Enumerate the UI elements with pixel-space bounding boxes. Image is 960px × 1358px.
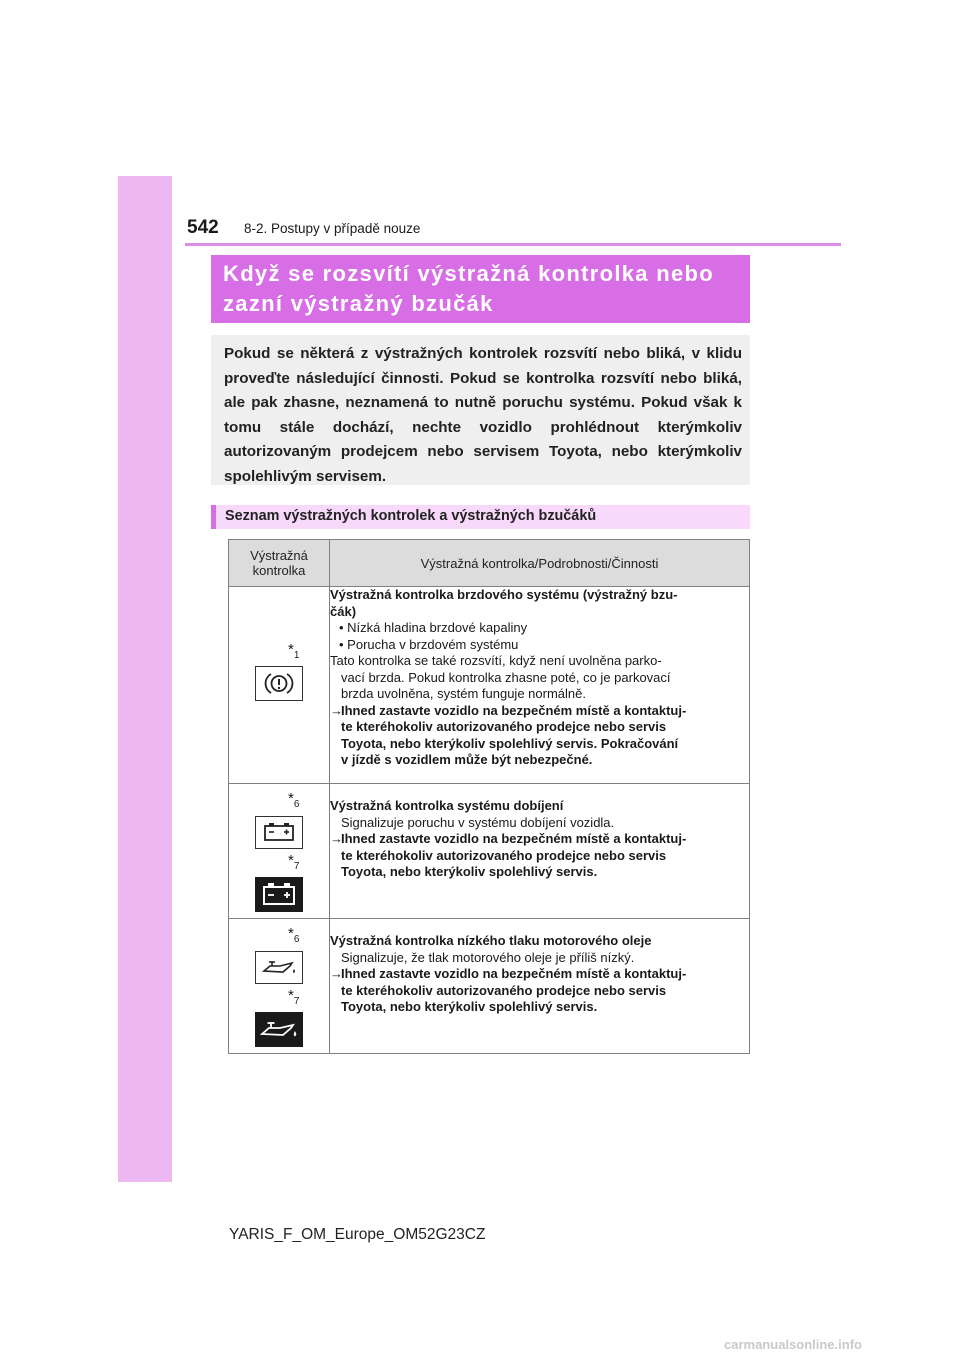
subheading-bar [211,505,216,529]
subheading-text: Seznam výstražných kontrolek a výstražných bzučáků [225,508,597,524]
footnote-marker: $*_6$ [288,790,300,810]
action-text: → Ihned zastavte vozidlo na bezpečném místě a kontaktuj- [330,831,687,846]
side-tab [118,176,172,1182]
note-text: Tato kontrolka se také rozsvítí, když není uvolněna parko- [330,653,662,668]
arrow-icon: → [330,831,343,846]
action-text: → Ihned zastavte vozidlo na bezpečném místě a kontaktuj- [330,702,687,718]
page-number: 542 [187,217,219,238]
title-line: zazní výstražný bzučák [223,291,494,316]
intro-box [211,335,750,485]
watermark: carmanualsonline.info [724,1337,862,1352]
intro-text: Pokud se některá z výstražných kontrolek rozsvítí nebo bliká, v klidu proveďte následující činnosti. Pokud se kontrolka rozsvítí nebo bliká, ale pak zhasne, neznamená to nutně poruchu systému. Pokud však k tomu stále dochází, nechte vozidlo prohlédnout kterýmkoliv autorizovaným prodejcem nebo servisem Toyota, nebo kterýmkoliv spolehlivým servisem. [224,345,742,485]
warning-title: Výstražná kontrolka brzdového systému (výstražný bzu- [330,587,678,602]
footer-code: YARIS_F_OM_Europe_OM52G23CZ [229,1226,486,1243]
footnote-marker: $*_6$ [288,925,300,945]
title-line: Když se rozsvítí výstražná kontrolka nebo [223,261,714,286]
bullet-item: • Porucha v brzdovém systému [339,636,519,652]
icon-cell [229,587,330,784]
oil-pressure-icon [255,1012,303,1047]
footnote-marker: $*_7$ [288,852,300,872]
description-text: Signalizuje, že tlak motorového oleje je příliš nízký. [341,949,635,965]
table-row [229,919,750,1054]
table-header-row [229,540,750,587]
column-header-icon: Výstražná kontrolka [229,540,330,587]
warning-title: Výstražná kontrolka systému dobíjení [330,798,564,813]
brake-warning-icon [255,666,303,701]
header-rule [185,243,841,246]
details-cell: Výstražná kontrolka systému dobíjení Signalizuje poruchu v systému dobíjení vozidla. → Ihned zastavte vozidlo na bezpečném místě a kontaktuj- te kteréhokoliv autorizovaného prodejce nebo servis Toyota, nebo kterýkoliv spolehlivý servis. [330,784,750,919]
section-label: 8-2. Postupy v případě nouze [244,221,421,236]
details-cell: Výstražná kontrolka nízkého tlaku motorového oleje Signalizuje, že tlak motorového oleje je příliš nízký. → Ihned zastavte vozidlo na bezpečném místě a kontaktuj- te kteréhokoliv autorizovaného prodejce nebo servis Toyota, nebo kterýkoliv spolehlivý servis. [330,919,750,1054]
warning-title: Výstražná kontrolka nízkého tlaku motorového oleje [330,933,652,948]
footnote-marker: $*_7$ [288,987,300,1007]
table-row [229,587,750,784]
icon-cell [229,784,330,919]
action-text: → Ihned zastavte vozidlo na bezpečném místě a kontaktuj- [330,966,687,981]
details-cell: Výstražná kontrolka brzdového systému (výstražný bzu- čák) • Nízká hladina brzdové kapaliny • Porucha v brzdovém systému Tato kontrolka se také rozsvítí, když není uvolněna parko- vací brzda. Pokud kontrolka zhasne poté, co je parkovací brzda uvolněna, systém funguje normálně. → Ihned zastavte vozidlo na bezpečném místě a kontaktuj- te kteréhokoliv autorizovaného prodejce nebo servis Toyota, nebo kterýkoliv spolehlivý servis. Pokračování v jízdě s vozidlem může být nebezpečné. [330,587,750,784]
bullet-item: • Nízká hladina brzdové kapaliny [339,620,528,635]
oil-pressure-icon [255,951,303,984]
battery-icon [255,816,303,849]
icon-cell [229,919,330,1054]
page-title [211,255,750,323]
arrow-icon: → [330,702,343,718]
footnote-marker: $*_1$ [288,641,300,661]
description-text: Signalizuje poruchu v systému dobíjení vozidla. [341,814,615,830]
table-row [229,784,750,919]
arrow-icon: → [330,966,343,981]
subheading [211,505,750,529]
warning-table [228,539,750,1054]
column-header-details: Výstražná kontrolka/Podrobnosti/Činnosti [330,540,750,587]
battery-icon [255,877,303,912]
